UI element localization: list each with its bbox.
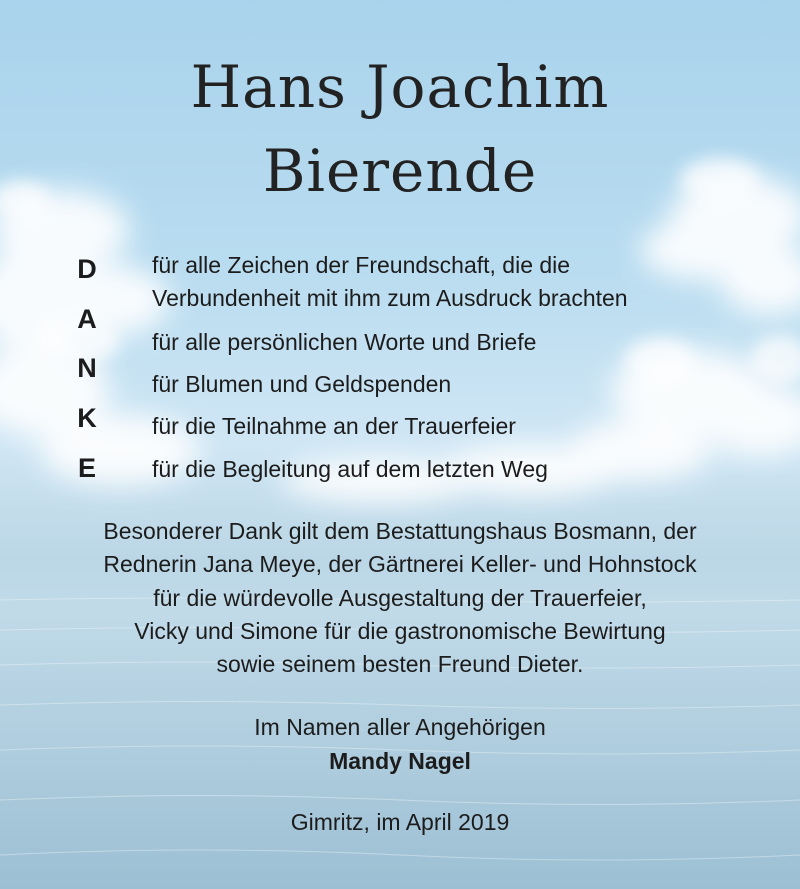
danke-letter-e: E [77,453,96,483]
danke-letter-a: A [77,304,97,334]
deceased-first-names: Hans Joachim [190,53,610,121]
danke-line-2: Verbundenheit mit ihm zum Ausdruck brachten [152,285,628,311]
special-thanks-line-1: Besonderer Dank gilt dem Bestattungshaus Bosmann, der [103,518,697,544]
place-date: Gimritz, im April 2019 [290,809,510,835]
danke-line-4: für Blumen und Geldspenden [152,371,452,397]
danke-line-5: für die Teilnahme an der Trauerfeier [152,413,516,439]
danke-line-1: für alle Zeichen der Freundschaft, die die [152,252,571,278]
danke-letter-d: D [77,254,97,284]
signatory-name: Mandy Nagel [329,748,471,774]
deceased-surname: Bierende [262,137,538,205]
danke-letter-k: K [77,403,97,433]
on-behalf-text: Im Namen aller Angehörigen [254,714,546,740]
special-thanks-line-3: für die würdevolle Ausgestaltung der Trauerfeier, [153,585,647,611]
special-thanks-line-5: sowie seinem besten Freund Dieter. [216,651,584,677]
special-thanks-line-2: Rednerin Jana Meye, der Gärtnerei Keller- und Hohnstock [103,551,697,577]
danke-line-3: für alle persönlichen Worte und Briefe [152,329,537,355]
danke-line-6: für die Begleitung auf dem letzten Weg [152,456,548,482]
danke-letter-n: N [77,353,97,383]
special-thanks-line-4: Vicky und Simone für die gastronomische Bewirtung [134,618,666,644]
